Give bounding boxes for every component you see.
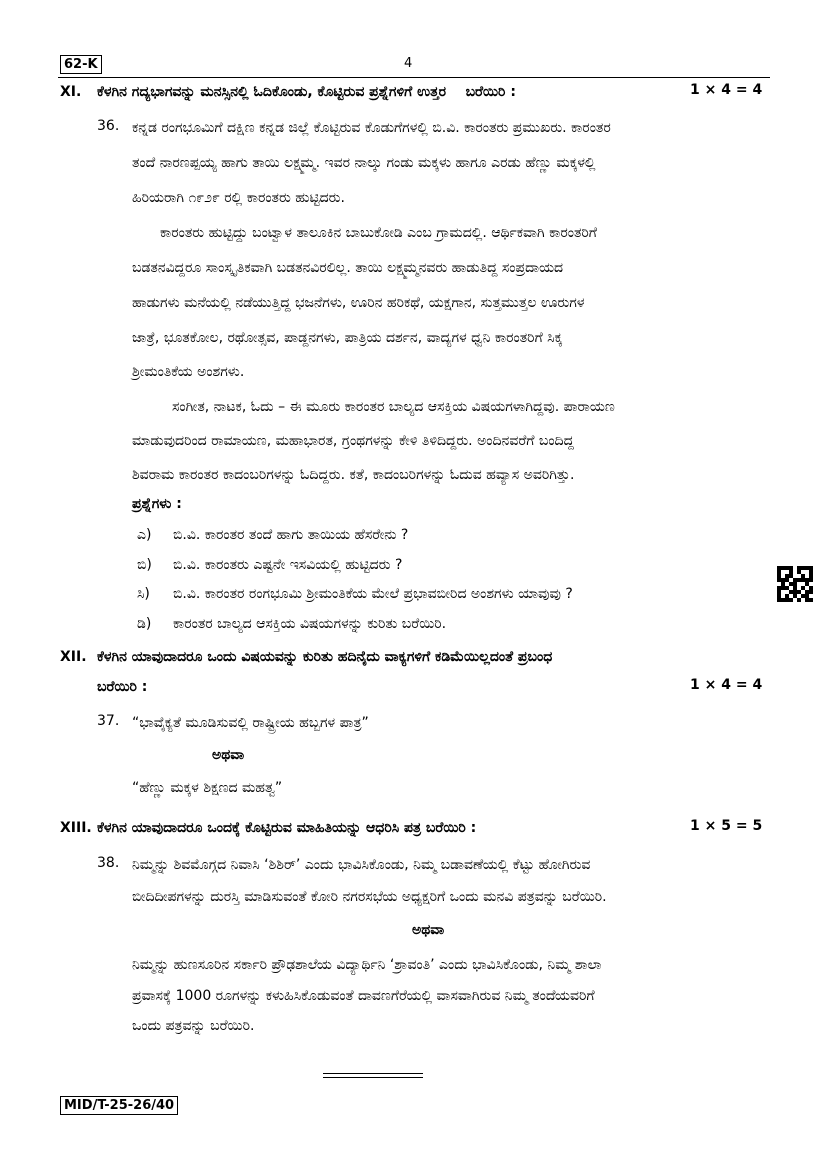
letter-option1-line2: ಬೀದಿದೀಪಗಳನ್ನು ದುರಸ್ತಿ ಮಾಡಿಸುವಂತೆ ಕೋರಿ ನಗರಸಭೆಯ ಅಧ್ಯಕ್ಷರಿಗೆ ಒಂದು ಮನವಿ ಪತ್ರವನ್ನು ಬರೆಯಿರಿ. (132, 889, 607, 905)
letter-option2-line3: ಒಂದು ಪತ್ರವನ್ನು ಬರೆಯಿರಿ. (132, 1018, 255, 1034)
section-xi-marks: 1 × 4 = 4 (690, 82, 763, 98)
footer-code: MID/T-25-26/40 (60, 1096, 178, 1115)
letter-option1-line1: ನಿಮ್ಮನ್ನು ಶಿವಮೊಗ್ಗದ ನಿವಾಸಿ ‘ಶಿಶಿರ್’ ಎಂದು ಭಾವಿಸಿಕೊಂಡು, ನಿಮ್ಮ ಬಡಾವಣೆಯಲ್ಲಿ ಕೆಟ್ಟು ಹೋಗಿರುವ (132, 857, 591, 873)
essay-topic-2: “ಹೆಣ್ಣು ಮಕ್ಕಳ ಶಿಕ್ಷಣದ ಮಹತ್ವ” (132, 780, 283, 796)
question-a-label: ಎ) (137, 527, 152, 543)
letter-option2-line1: ನಿಮ್ಮನ್ನು ಹುಣಸೂರಿನ ಸರ್ಕಾರಿ ಪ್ರೌಢಶಾಲೆಯ ವಿದ್ಯಾರ್ಥಿನಿ ‘ಶ್ರಾವಂತಿ’ ಎಂದು ಭಾವಿಸಿಕೊಂಡು, ನಿಮ್ಮ ಶಾಲಾ (132, 957, 602, 973)
question-36-number: 36. (97, 118, 120, 134)
question-c-text: ಬಿ.ವಿ. ಕಾರಂತರ ರಂಗಭೂಮಿ ಶ್ರೀಮಂತಿಕೆಯ ಮೇಲೆ ಪ್ರಭಾವಬೀರಿದ ಅಂಶಗಳು ಯಾವುವು ? (173, 586, 573, 602)
para1-line1: ಕನ್ನಡ ರಂಗಭೂಮಿಗೆ ದಕ್ಷಿಣ ಕನ್ನಡ ಜಿಲ್ಲೆ ಕೊಟ್ಟಿರುವ ಕೊಡುಗೆಗಳಲ್ಲಿ ಬಿ.ವಿ. ಕಾರಂತರು ಪ್ರಮುಖರು. ಕಾರಂತರ (132, 120, 611, 136)
question-d-label: ಡಿ) (137, 616, 152, 632)
para2-line4: ಜಾತ್ರೆ, ಭೂತಕೋಲ, ರಥೋತ್ಸವ, ಪಾಡ್ದನಗಳು, ಪಾತ್ರಿಯ ದರ್ಶನ, ವಾದ್ಯಗಳ ಧ್ವನಿ ಕಾರಂತರಿಗೆ ಸಿಕ್ಕ (132, 330, 563, 346)
section-xiii-marks: 1 × 5 = 5 (690, 818, 763, 834)
questions-heading: ಪ್ರಶ್ನೆಗಳು : (132, 496, 182, 512)
letter-or: ಅಥವಾ (412, 922, 445, 938)
para2-line5: ಶ್ರೀಮಂತಿಕೆಯ ಅಂಶಗಳು. (132, 364, 245, 380)
para2-line3: ಹಾಡುಗಳು ಮನೆಯಲ್ಲಿ ನಡೆಯುತ್ತಿದ್ದ ಭಜನೆಗಳು, ಊರಿನ ಹರಿಕಥೆ, ಯಕ್ಷಗಾನ, ಸುತ್ತಮುತ್ತಲ ಊರುಗಳ (132, 295, 585, 311)
para3-line1: ಸಂಗೀತ, ನಾಟಕ, ಓದು – ಈ ಮೂರು ಕಾರಂತರ ಬಾಲ್ಯದ ಆಸಕ್ತಿಯ ವಿಷಯಗಳಾಗಿದ್ದವು. ಪಾರಾಯಣ (172, 399, 615, 415)
letter-option2-line2: ಪ್ರವಾಸಕ್ಕೆ 1000 ರೂಗಳನ್ನು ಕಳುಹಿಸಿಕೊಡುವಂತೆ ದಾವಣಗೆರೆಯಲ್ಲಿ ವಾಸವಾಗಿರುವ ನಿಮ್ಮ ತಂದೆಯವರಿಗೆ (132, 988, 595, 1004)
end-rule-bottom (323, 1077, 423, 1078)
essay-topic-1: “ಭಾವೈಕ್ಯತೆ ಮೂಡಿಸುವಲ್ಲಿ ರಾಷ್ಟ್ರೀಯ ಹಬ್ಬಗಳ ಪಾತ್ರ” (132, 715, 369, 731)
para3-line2: ಮಾಡುವುದರಿಂದ ರಾಮಾಯಣ, ಮಹಾಭಾರತ, ಗ್ರಂಥಗಳನ್ನು ಕೇಳಿ ತಿಳಿದಿದ್ದರು. ಅಂದಿನವರೆಗೆ ಬಂದಿದ್ದ (132, 433, 574, 449)
header-rule (58, 77, 770, 78)
section-xiii-number: XIII. (60, 820, 92, 836)
essay-or: ಅಥವಾ (212, 747, 245, 763)
para1-line3: ಹಿರಿಯರಾಗಿ ೧೯೨೯ ರಲ್ಲಿ ಕಾರಂತರು ಹುಟ್ಟಿದರು. (132, 190, 345, 206)
para2-line1: ಕಾರಂತರು ಹುಟ್ಟಿದ್ದು ಬಂಟ್ವಾಳ ತಾಲೂಕಿನ ಬಾಬುಕೋಡಿ ಎಂಬ ಗ್ರಾಮದಲ್ಲಿ. ಆರ್ಥಿಕವಾಗಿ ಕಾರಂತರಿಗೆ (160, 225, 597, 241)
section-xi-number: XI. (60, 84, 82, 100)
para3-line3: ಶಿವರಾಮ ಕಾರಂತರ ಕಾದಂಬರಿಗಳನ್ನು ಓದಿದ್ದರು. ಕತೆ, ಕಾದಂಬರಿಗಳನ್ನು ಓದುವ ಹವ್ಯಾಸ ಅವರಿಗಿತ್ತು. (132, 467, 575, 483)
page-number: 4 (404, 56, 413, 71)
section-xii-instruction-line1: ಕೆಳಗಿನ ಯಾವುದಾದರೂ ಒಂದು ವಿಷಯವನ್ನು ಕುರಿತು ಹದಿನೈದು ವಾಕ್ಯಗಳಿಗೆ ಕಡಿಮೆಯಿಲ್ಲದಂತೆ ಪ್ರಬಂಧ (97, 649, 553, 665)
question-a-text: ಬಿ.ವಿ. ಕಾರಂತರ ತಂದೆ ಹಾಗು ತಾಯಿಯ ಹೆಸರೇನು ? (173, 527, 409, 543)
section-xii-number: XII. (60, 649, 87, 665)
qr-code-icon (777, 566, 813, 602)
para1-line2: ತಂದೆ ನಾರಣಪ್ಪಯ್ಯ ಹಾಗು ತಾಯಿ ಲಕ್ಷ್ಮಮ್ಮ. ಇವರ ನಾಲ್ಕು ಗಂಡು ಮಕ್ಕಳು ಹಾಗೂ ಎರಡು ಹೆಣ್ಣು ಮಕ್ಕಳಲ್ಲಿ (132, 155, 596, 171)
paper-code: 62-K (60, 55, 102, 74)
section-xiii-instruction: ಕೆಳಗಿನ ಯಾವುದಾದರೂ ಒಂದಕ್ಕೆ ಕೊಟ್ಟಿರುವ ಮಾಹಿತಿಯನ್ನು ಆಧರಿಸಿ ಪತ್ರ ಬರೆಯಿರಿ : (97, 820, 477, 836)
question-c-label: ಸಿ) (137, 586, 150, 602)
end-rule-top (323, 1073, 423, 1074)
question-d-text: ಕಾರಂತರ ಬಾಲ್ಯದ ಆಸಕ್ತಿಯ ವಿಷಯಗಳನ್ನು ಕುರಿತು ಬರೆಯಿರಿ. (173, 616, 447, 632)
section-xi-instruction: ಕೆಳಗಿನ ಗದ್ಯಭಾಗವನ್ನು ಮನಸ್ಸಿನಲ್ಲಿ ಓದಿಕೊಂಡು, ಕೊಟ್ಟಿರುವ ಪ್ರಶ್ನೆಗಳಿಗೆ ಉತ್ತರ ಬರೆಯಿರಿ : (97, 84, 516, 100)
section-xii-instruction-line2: ಬರೆಯಿರಿ : (97, 679, 148, 695)
question-b-label: ಬಿ) (137, 557, 152, 573)
para2-line2: ಬಡತನವಿದ್ದರೂ ಸಾಂಸ್ಕೃತಿಕವಾಗಿ ಬಡತನವಿರಲಿಲ್ಲ. ತಾಯಿ ಲಕ್ಷ್ಮಮ್ಮನವರು ಹಾಡುತಿದ್ದ ಸಂಪ್ರದಾಯದ (132, 260, 564, 276)
question-37-number: 37. (97, 713, 120, 729)
question-38-number: 38. (97, 855, 120, 871)
section-xii-marks: 1 × 4 = 4 (690, 677, 763, 693)
question-b-text: ಬಿ.ವಿ. ಕಾರಂತರು ಎಷ್ಟನೇ ಇಸವಿಯಲ್ಲಿ ಹುಟ್ಟಿದರು ? (173, 557, 403, 573)
